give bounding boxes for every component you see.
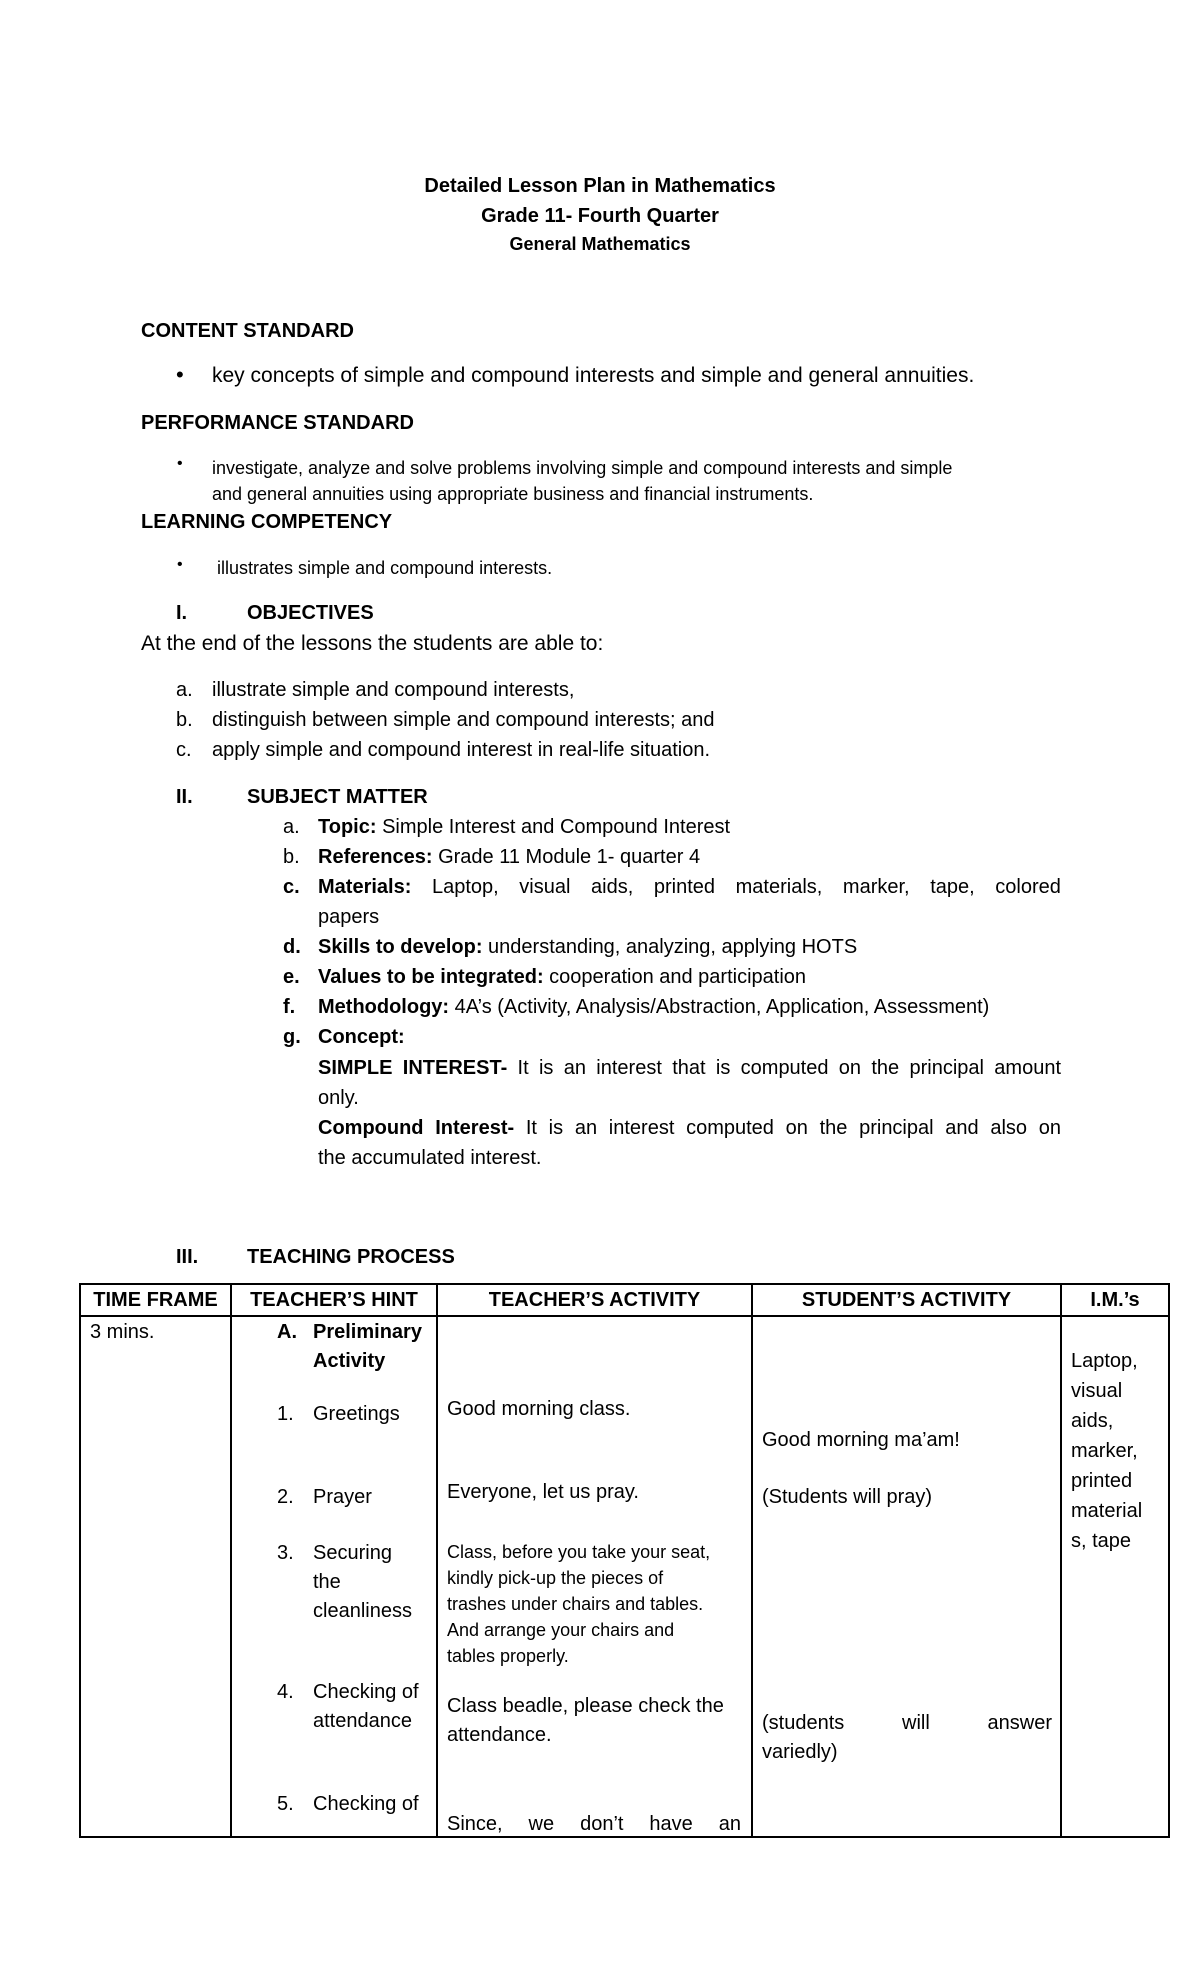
bullet-icon: • [177,556,183,573]
simple-interest-text: It is an interest that is computed on the principal amount [507,1057,1061,1079]
hint-text: Checking of [313,1793,419,1815]
subject-letter: a. [283,816,300,838]
teacher-greeting: Good morning class. [447,1398,631,1420]
ims-line: s, tape [1071,1530,1132,1552]
learning-competency-text: illustrates simple and compound interests. [217,558,553,578]
materials-word: printed [653,876,716,898]
subject-label: Materials: [318,876,412,898]
content-standard-heading: CONTENT STANDARD [141,320,354,342]
document-grade: Grade 11- Fourth Quarter [481,205,719,227]
objective-text: apply simple and compound interest in real-life situation. [212,739,711,761]
compound-interest-label: Compound Interest- [318,1117,515,1139]
subject-item-topic [318,816,730,839]
student-answer-word: answer [987,1712,1052,1734]
subject-matter-numeral: II. [176,786,193,808]
ims-line: aids, [1071,1410,1114,1432]
ims-line: material [1071,1500,1143,1522]
subject-item-concept [318,1026,405,1049]
student-answer-line2: variedly) [762,1741,838,1763]
teacher-last-word: Since, [447,1813,503,1835]
ims-cell [1061,1316,1169,1837]
teaching-process-heading: TEACHING PROCESS [247,1246,455,1268]
teacher-cleanliness-line: And arrange your chairs and [447,1620,675,1640]
materials-word: tape, [930,876,975,898]
student-greeting: Good morning ma’am! [762,1429,960,1451]
column-header: TIME FRAME [80,1284,231,1316]
subject-label: Skills to develop: [318,936,483,958]
teacher-last-word: have [649,1813,693,1835]
column-header: TEACHER’S HINT [231,1284,437,1316]
teacher-cleanliness-line: Class, before you take your seat, [447,1542,711,1562]
student-answer-line1 [762,1709,1052,1738]
subject-label: Concept: [318,1026,405,1048]
content-standard-text: key concepts of simple and compound interests and simple and general annuities. [212,364,975,387]
teaching-process-numeral: III. [176,1246,199,1268]
hint-section-letter: A. [277,1321,297,1343]
hint-text: Checking of [313,1681,419,1703]
subject-value: Grade 11 Module 1- quarter 4 [432,846,701,868]
student-activity-cell [752,1316,1061,1837]
simple-interest-line2: only. [318,1087,359,1109]
teacher-attendance-line2: attendance. [447,1724,552,1746]
materials-word: colored [995,876,1061,898]
hint-text: cleanliness [313,1600,412,1622]
teacher-attendance-line1: Class beadle, please check the [447,1695,724,1717]
hint-number: 2. [277,1486,294,1508]
ims-line: visual [1071,1380,1123,1402]
column-header: STUDENT’S ACTIVITY [752,1284,1061,1316]
teacher-cleanliness-line: kindly pick-up the pieces of [447,1568,664,1588]
subject-letter: c. [283,876,300,898]
teacher-last-line [447,1810,741,1839]
performance-standard-line2: and general annuities using appropriate business and financial instruments. [212,484,814,504]
column-header: TEACHER’S ACTIVITY [437,1284,752,1316]
teacher-last-word: don’t [580,1813,624,1835]
objective-text: illustrate simple and compound interests, [212,679,575,701]
subject-label: Methodology: [318,996,450,1018]
materials-word: Laptop, [431,876,499,898]
hint-text: Greetings [313,1403,400,1425]
subject-label: References: [318,846,433,868]
compound-interest-definition [318,1117,1061,1140]
performance-standard-heading: PERFORMANCE STANDARD [141,412,414,434]
document-title: Detailed Lesson Plan in Mathematics [424,175,776,197]
subject-letter: d. [283,936,301,958]
teacher-prayer: Everyone, let us pray. [447,1481,639,1503]
student-answer-word: will [902,1712,930,1734]
document-subject: General Mathematics [509,234,691,254]
table-row [80,1316,1169,1837]
student-prayer: (Students will pray) [762,1486,933,1508]
materials-line2: papers [318,906,380,928]
materials-word: marker, [842,876,910,898]
hint-number: 1. [277,1403,294,1425]
materials-word: aids, [591,876,634,898]
simple-interest-definition [318,1057,1061,1080]
subject-item-references [318,846,700,869]
materials-word: visual [519,876,571,898]
time-frame-value: 3 mins. [90,1321,155,1343]
hint-number: 3. [277,1542,294,1564]
subject-item-values [318,966,806,989]
subject-item-skills [318,936,857,959]
hint-text: the [313,1571,341,1593]
subject-letter: b. [283,846,300,868]
subject-letter: g. [283,1026,301,1048]
subject-letter: e. [283,966,300,988]
teacher-cleanliness-line: tables properly. [447,1646,569,1666]
objectives-heading: OBJECTIVES [247,602,374,624]
bullet-icon: • [176,362,184,387]
subject-label: Topic: [318,816,377,838]
student-answer-word: (students [762,1712,845,1734]
subject-label: Values to be integrated: [318,966,544,988]
ims-line: marker, [1071,1440,1138,1462]
hint-section-line1: Preliminary [313,1321,422,1343]
subject-value: Simple Interest and Compound Interest [376,816,731,838]
performance-standard-line1: investigate, analyze and solve problems involving simple and compound interests and simple [212,458,953,478]
hint-text: attendance [313,1710,412,1732]
ims-line: Laptop, [1071,1350,1138,1372]
table-header-row [80,1284,1169,1316]
time-frame-cell [80,1316,231,1837]
simple-interest-label: SIMPLE INTEREST- [318,1057,508,1079]
column-header: I.M.’s [1061,1284,1169,1316]
subject-letter: f. [283,996,296,1018]
subject-value: 4A’s (Activity, Analysis/Abstraction, Application, Assessment) [449,996,990,1018]
learning-competency-heading: LEARNING COMPETENCY [141,511,393,533]
hint-number: 5. [277,1793,294,1815]
objective-letter: a. [176,679,193,701]
hint-text: Securing [313,1542,392,1564]
teacher-cleanliness-line: trashes under chairs and tables. [447,1594,704,1614]
compound-interest-line2: the accumulated interest. [318,1147,542,1169]
subject-value: cooperation and participation [543,966,807,988]
ims-line: printed [1071,1470,1133,1492]
objective-letter: b. [176,709,193,731]
hint-number: 4. [277,1681,294,1703]
subject-value: understanding, analyzing, applying HOTS [482,936,858,958]
teacher-hint-cell [231,1316,437,1837]
objectives-numeral: I. [176,602,188,624]
teacher-activity-cell [437,1316,752,1837]
teacher-last-word: we [528,1813,555,1835]
materials-word: materials, [735,876,823,898]
hint-text: Prayer [313,1486,372,1508]
objective-text: distinguish between simple and compound interests; and [212,709,715,731]
objective-letter: c. [176,739,192,761]
hint-section-line2: Activity [313,1350,386,1372]
compound-interest-text: It is an interest computed on the principal and also on [514,1117,1061,1139]
subject-item-methodology [318,996,989,1019]
objectives-intro: At the end of the lessons the students are able to: [141,632,604,655]
subject-item-materials [318,876,1061,899]
teacher-last-word: an [718,1813,741,1835]
teaching-process-table [79,1283,1170,1838]
subject-matter-heading: SUBJECT MATTER [247,786,428,808]
bullet-icon: • [177,455,183,472]
